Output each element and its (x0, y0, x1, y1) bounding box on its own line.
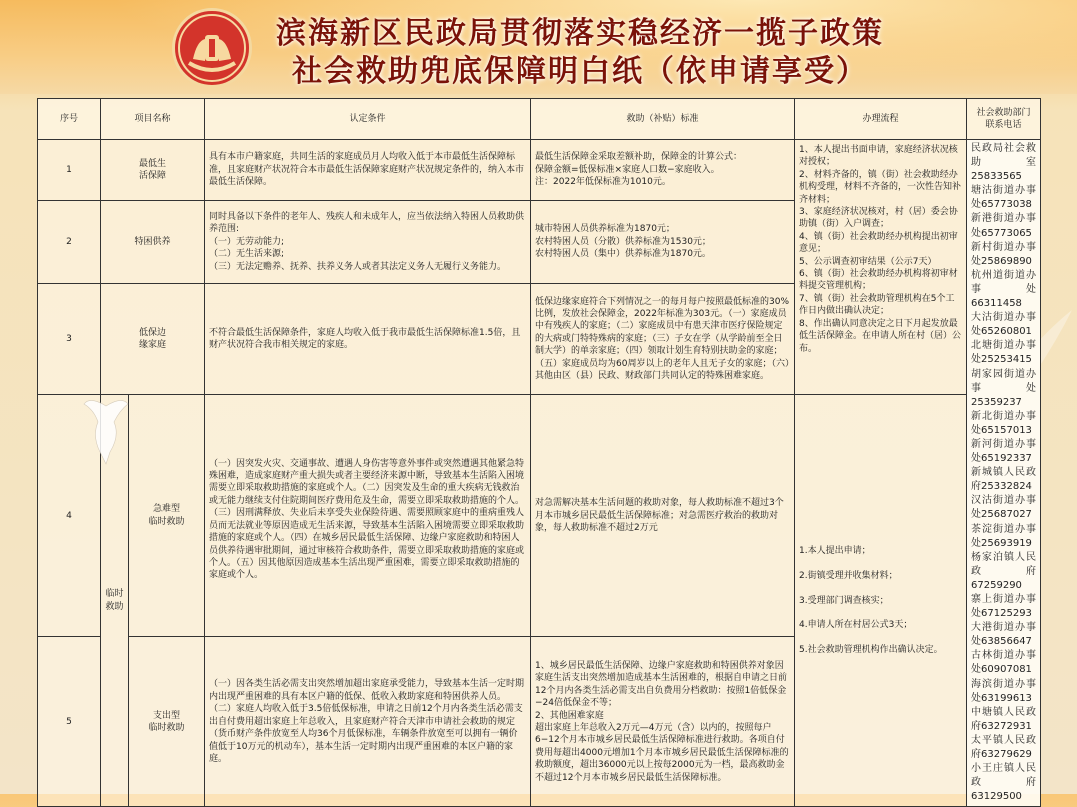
row-number: 5 (38, 637, 101, 807)
contact-list: 民政局社会救助室25833565 塘沽街道办事处65773038 新港街道办事处65773065 新村街道办事处25869890 杭州道街道办事处66311458 大沽街道办事处65260801 北塘街道办事处25253415 胡家园街道办事处25359237 新北街道办事处65157013 新河街道办事处65192337 新城镇人民政府25332824 汉沽街道办事处25687027 茶淀街道办事处25693919 杨家泊镇人民政府67259290 寨上街道办事处67125293 大港街道办事处63856647 古林街道办事处60907081 海滨街道办事处63199613 中塘镇人民政府63272931 太平镇人民政府63279629 小王庄镇人民政府63129500 (967, 140, 1041, 807)
header-condition: 认定条件 (205, 99, 531, 140)
table-row (38, 140, 1041, 201)
procedure-upper: 1、本人提出书面申请，家庭经济状况核对授权； 2、材料齐备的，镇（街）社会救助经办机构受理，材料不齐备的，一次性告知补齐材料； 3、家庭经济状况核对，村（居）委会协助镇（街）入户调查； 4、镇（街）社会救助经办机构提出初审意见； 5、公示调查初审结果（公示7天） 6、镇（街）社会救助经办机构将初审材料提交管理机构； 7、镇（街）社会救助管理机构在5个工作日内做出确认决定； 8、作出确认同意决定之日下月起发放最低生活保障金。在申请人所在村（居）公布。 (795, 140, 967, 395)
standard-text: 对急需解决基本生活问题的救助对象，每人救助标准不超过3个月本市城乡居民最低生活保障标准；对急需医疗救治的救助对象，每人救助标准不超过2万元 (531, 395, 795, 637)
header-no: 序号 (38, 99, 101, 140)
header-standard: 救助（补贴）标准 (531, 99, 795, 140)
condition-text: 同时具备以下条件的老年人、残疾人和未成年人，应当依法纳入特困人员救助供养范围: （一）无劳动能力; （二）无生活来源; （三）无法定赡养、抚养、扶养义务人或者其法定义务人无履行义务能力。 (205, 201, 531, 284)
group-label-temporary-aid: 临时 救助 (101, 395, 129, 807)
policy-table (37, 98, 1041, 807)
standard-text: 低保边缘家庭符合下列情况之一的每月每户按照最低标准的30%比例，发放社会保障金，2022年标准为303元。（一）家庭成员中有残疾人的家庭；（二）家庭成员中有患天津市医疗保险规定的大病或门特特殊病的家庭；（三）子女在学（从学龄前至全日制大学）的单亲家庭；（四）领取计划生育特别扶助金的家庭；（五）家庭成员均为60周岁以上的老年人且无子女的家庭；（六）其他由区（县）民政、财政部门共同认定的特殊困难家庭。 (531, 284, 795, 395)
condition-text: （一）因突发火灾、交通事故、遭遇人身伤害等意外事件或突然遭遇其他紧急特殊困难，造成家庭财产重大损失或者主要经济来源中断，导致基本生活陷入困境需要立即采取救助措施的家庭或个人。（二）因突发及生命的重大疾病无钱救治或无能力继续支付住院期间医疗费用危及生命，需要立即采取救助措施的个人。（三）因刑满释放、失业后未享受失业保险待遇、需要照顾家庭中的重病重残人员而无法就业等原因造成无生活来源，导致基本生活陷入困境需要立即采取救助措施的家庭或个人。（四）在城乡居民最低生活保障、边缘户家庭救助和特困人员供养待遇审批期间，通过审核符合救助条件，需要立即采取救助措施的家庭或个人。（五）因其他原因造成基本生活出现严重困难，需要立即采取救助措施的家庭或个人。 (205, 395, 531, 637)
standard-text: 1、城乡居民最低生活保障、边缘户家庭救助和特困供养对象因家庭生活支出突然增加造成基本生活困难的，根据自申请之日前12个月内各类生活必需支出自负费用分档救助：按照1倍低保金−24倍低保金不等； 2、其他困难家庭 超出家庭上年总收入2万元—4万元（含）以内的，按照每户6−12个月本市城乡居民最低生活保障标准进行救助。各项自付费用每超出4000元增加1个月本市城乡居民最低生活保障标准的救助额度，超出36000元以上按每2000元为一档，最高救助金不超过12个月本市城乡居民最低生活保障标准。 (531, 637, 795, 807)
table-row (38, 395, 1041, 637)
condition-text: 具有本市户籍家庭，共同生活的家庭成员月人均收入低于本市最低生活保障标准，且家庭财产状况符合本市最低生活保障家庭财产状况规定条件的，纳入本市最低生活保障。 (205, 140, 531, 201)
row-number: 2 (38, 201, 101, 284)
item-name: 特困供养 (101, 201, 205, 284)
item-name: 急难型 临时救助 (129, 395, 205, 637)
page-title-line1: 滨海新区民政局贯彻落实稳经济一揽子政策 (276, 16, 884, 51)
row-number: 3 (38, 284, 101, 395)
standard-text: 最低生活保障金采取差额补助，保障金的计算公式： 保障金额=低保标准×家庭人口数−家庭收入。 注：2022年低保标准为1010元。 (531, 140, 795, 201)
condition-text: 不符合最低生活保障条件，家庭人均收入低于我市最低生活保障标准1.5倍，且财产状况符合我市相关规定的家庭。 (205, 284, 531, 395)
item-name: 支出型 临时救助 (129, 637, 205, 807)
item-name: 低保边 缘家庭 (101, 284, 205, 395)
table-header-row (38, 99, 1041, 140)
item-name: 最低生 活保障 (101, 140, 205, 201)
standard-text: 城市特困人员供养标准为1870元； 农村特困人员（分散）供养标准为1530元； 农村特困人员（集中）供养标准为1870元。 (531, 201, 795, 284)
row-number: 1 (38, 140, 101, 201)
page-title-line2: 社会救助兜底保障明白纸（依申请享受） (292, 54, 868, 89)
header-banner (0, 0, 1077, 94)
condition-text: （一）因各类生活必需支出突然增加超出家庭承受能力，导致基本生活一定时期内出现严重困难的具有本区户籍的低保、低收入救助家庭和特困供养人员。 （二）家庭人均收入低于3.5倍低保标准，申请之日前12个月内各类生活必需支出自付费用超出家庭上年总收入，且家庭财产符合天津市申请社会救助的规定（货币财产条件放宽至人均36个月低保标准，车辆条件放宽至可以拥有一辆价值低于10万元的机动车），基本生活一定时期内出现严重困难的本区户籍的家庭。 (205, 637, 531, 807)
dove-icon (80, 396, 132, 466)
header-contact: 社会救助部门 联系电话 (967, 99, 1041, 140)
row-number: 4 (38, 395, 101, 637)
header-procedure: 办理流程 (795, 99, 967, 140)
header-item: 项目名称 (101, 99, 205, 140)
procedure-lower: 1.本人提出申请； 2.街镇受理并收集材料； 3.受理部门调查核实； 4.申请人所在村居公式3天； 5.社会救助管理机构作出确认决定。 (795, 395, 967, 807)
